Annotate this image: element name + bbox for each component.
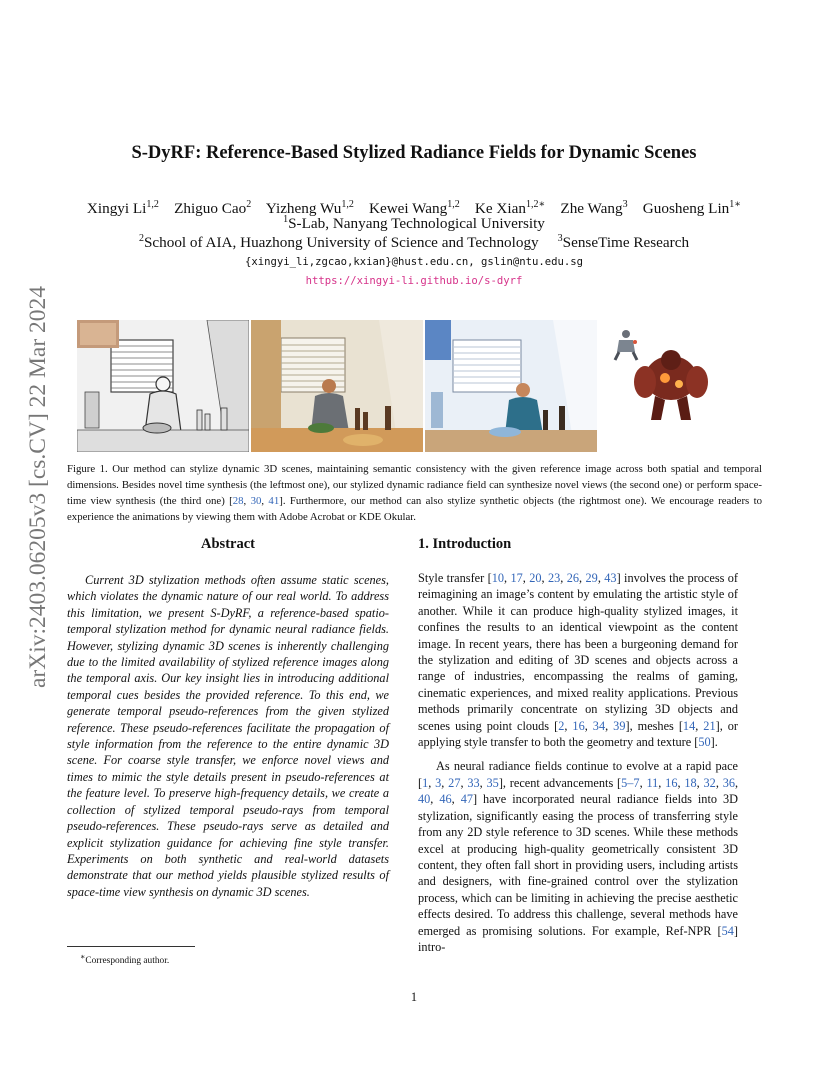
text-run: ] have incorporated neural radiance fields into 3D stylization, significantly easing the process of transferring style from any 2D style reference to 3D scenes. While these methods excel at producing high-quality geometrically consistent 3D content, they often fall short in providing users, including artists and designers, with fine-grained control over the stylization process, which can be limiting in achieving the precise aesthetic effects desired. To address this challenge, several methods have emerged as promising solutions. For example, Ref-NPR [ <box>418 792 739 938</box>
footnote-marker: ∗ <box>80 952 86 961</box>
footnote <box>80 952 169 966</box>
affiliation-text: S-Lab, Nanyang Technological University <box>288 215 545 233</box>
citation-link[interactable]: 32 <box>703 775 716 790</box>
citation-link[interactable]: 50 <box>698 735 711 750</box>
text-run: ] involves the process of reimagining an image’s content by emulating the artistic style of another. While it can produce high-quality stylized images, it confines the results to an identical viewpoint as the content image. In recent years, there has been a burgeoning demand for the stylization and editing of 3D scenes and objects across a range of industries, encompassing the realms of gaming, cinematic experiences, and mixed reality applications. Previous methods primarily concentrate on stylizing 3D objects and scenes using point clouds [ <box>418 571 739 733</box>
paper-title: S-DyRF: Reference-Based Stylized Radiance Fields for Dynamic Scenes <box>131 143 697 163</box>
author-sup: 1,2 <box>341 199 354 210</box>
citation-link[interactable]: 11 <box>646 775 659 790</box>
figure-panel-cool <box>425 320 597 452</box>
affiliation-text: SenseTime Research <box>562 234 690 252</box>
text-run: Style transfer [ <box>418 571 492 585</box>
citation-link[interactable]: 3 <box>435 775 442 790</box>
author-name: Zhiguo Cao <box>174 200 247 218</box>
affiliation-text: School of AIA, Huazhong University of Science and Technology <box>143 234 539 252</box>
author-name: Kewei Wang <box>369 200 448 218</box>
caption-text: Our method can stylize dynamic 3D scenes, maintaining semantic consistency with the given reference image across both spatial and temporal dimensions. Besides novel time synthesis (the leftmost one), our stylized dynamic radiance field can synthesize novel views (the second one) or perform space-time view synthesis (the third one) [ <box>67 463 762 507</box>
citation-link[interactable]: 16 <box>572 718 585 733</box>
teaser-figure <box>77 320 752 452</box>
arxiv-stamp <box>17 285 57 690</box>
text-run: As neural radiance fields continue to evolve at a rapid pace [ <box>418 759 738 790</box>
citation-link[interactable]: 30 <box>250 495 262 507</box>
citation-link[interactable]: 20 <box>529 571 542 585</box>
text-run: ] intro- <box>418 923 738 954</box>
caption-label: Figure 1. <box>67 463 108 475</box>
citation-link[interactable]: 54 <box>721 923 734 938</box>
citation-link[interactable]: 21 <box>703 718 716 733</box>
affiliation-2 <box>0 233 828 252</box>
affiliation-sup: 2 <box>138 233 144 244</box>
citation-link[interactable]: 10 <box>491 571 504 585</box>
citation-link[interactable]: 40 <box>418 792 431 807</box>
citation-link[interactable]: 47 <box>460 792 473 807</box>
author-sup: 1∗ <box>729 199 742 210</box>
abstract-text: Current 3D stylization methods often assume static scenes, which violates the dynamic nature of our real world. To address this limitation, we present S-DyRF, a reference-based spatio-temporal stylization method for dynamic neural radiance fields. However, stylizing dynamic 3D scenes is inherently challenging due to the limited availability of stylized reference images along the temporal axis. Our key insight lies in introducing additional temporal cues besides the provided reference. To this end, we generate temporal pseudo-references from the given stylized reference. These pseudo-references facilitate the propagation of style information from the reference to the entire dynamic 3D scene. For coarse style transfer, we enforce novel views and times to mimic the style details present in pseudo-references at the feature level. To preserve high-frequency details, we create a collection of stylized temporal pseudo-rays from temporal pseudo-references. These pseudo-rays serve as detailed and explicit stylization guidance for achieving fine style transfer. Experiments on both synthetic and real-world datasets demonstrate that our method yields plausible stylized results of space-time view synthesis on dynamic 3D scenes. <box>67 573 389 899</box>
citation-link[interactable]: 23 <box>547 571 561 585</box>
affiliation-1 <box>0 214 828 233</box>
page-number: 1 <box>410 990 418 1004</box>
citation-link[interactable]: 14 <box>682 718 696 733</box>
author-name: Guosheng Lin <box>642 200 730 218</box>
text-run: ]. <box>710 735 718 750</box>
citation-link[interactable]: 29 <box>585 571 598 585</box>
citation-link[interactable]: 2 <box>558 718 565 733</box>
author-name: Ke Xian <box>474 200 526 218</box>
footnote-text: Corresponding author. <box>85 956 170 967</box>
citation-link[interactable]: 34 <box>592 718 606 733</box>
text-run: ], recent advancements [ <box>498 775 622 790</box>
author-sup: 1,2 <box>146 199 159 210</box>
citation-link[interactable]: 18 <box>684 775 697 790</box>
author-sup: 1,2 <box>447 199 460 210</box>
introduction-heading: 1. Introduction <box>418 536 512 552</box>
intro-paragraph: As neural radiance fields continue to evolve at a rapid pace [1, 3, 27, 33, 35], recent advancements [5–7, 11, 16, 18, 32, 36, 40, 46, 47] have incorporated neural radiance fields into 3D stylization, significantly easing the process of transferring style from any 2D style reference to 3D scenes. While these methods excel at producing high-quality geometrically consistent 3D content, they often fall short in providing users, including artists and designers, with fine-grained control over the stylization process, which can be limiting in achieving the precise aesthetic effects desired. To address this challenge, several methods have emerged as promising solutions. For example, Ref-NPR [54] intro- <box>418 759 739 954</box>
citation-link[interactable]: 33 <box>467 775 480 790</box>
citation-link[interactable]: 26 <box>566 571 580 585</box>
citation-link[interactable]: 27 <box>448 775 461 790</box>
citation-link[interactable]: 41 <box>268 495 280 507</box>
text-run: ], meshes [ <box>625 718 683 733</box>
citation-link[interactable]: 46 <box>439 792 452 807</box>
citation-link[interactable]: 16 <box>665 775 678 790</box>
affiliation-sup: 3 <box>557 233 563 244</box>
affiliation-sup: 1 <box>283 214 289 225</box>
intro-paragraph: Style transfer [10, 17, 20, 23, 26, 29, 43] involves the process of reimagining an image’s content by emulating the artistic style of another. While it can produce high-quality stylized images, it confines the results to an identical viewpoint as the content image. In recent years, there has been a burgeoning demand for the stylization and editing of 3D scenes and objects across a range of industries, encompassing the realms of gaming, cinematic experiences, and mixed reality applications. Previous methods primarily concentrate on stylizing 3D objects and scenes using point clouds [2, 16, 34, 39], meshes [14, 21], or applying style transfer to both the geometry and texture [50]. <box>418 571 739 750</box>
citation-link[interactable]: 17 <box>510 571 523 585</box>
author-sup: 2 <box>246 199 252 210</box>
author-sup: 3 <box>622 199 628 210</box>
arxiv-stamp-text: arXiv:2403.06205v3 [cs.CV] 22 Mar 2024 <box>25 285 51 688</box>
abstract-heading: Abstract <box>201 536 255 552</box>
caption-text: ]. Furthermore, our method can also stylize synthetic objects (the rightmost one). We encourage readers to experience the animations by viewing them with Adobe Acrobat or KDE Okular. <box>67 495 762 523</box>
author-sup: 1,2∗ <box>525 199 546 210</box>
citation-link[interactable]: 5–7 <box>621 775 640 790</box>
author-emails: {xingyi_li,zgcao,kxian}@hust.edu.cn, gslin@ntu.edu.sg <box>244 256 584 268</box>
figure-panel-warm <box>251 320 423 452</box>
introduction-body <box>418 570 738 963</box>
citation-link[interactable]: 1 <box>422 775 429 790</box>
citation-link[interactable]: 28 <box>232 495 244 507</box>
citation-link[interactable]: 35 <box>486 775 499 790</box>
figure-panel-sketch <box>77 320 249 452</box>
project-link[interactable]: https://xingyi-li.github.io/s-dyrf <box>305 275 523 287</box>
figure-caption: Figure 1. Our method can stylize dynamic 3D scenes, maintaining semantic consistency with the given reference image across both spatial and temporal dimensions. Besides novel time synthesis (the leftmost one), our stylized dynamic radiance field can synthesize novel views (the second one) or perform space-time view synthesis (the third one) [28, 30, 41]. Furthermore, our method can also stylize synthetic objects (the rightmost one). We encourage readers to experience the animations by viewing them with Adobe Acrobat or KDE Okular. <box>67 463 762 523</box>
figure-panel-synthetic <box>599 320 752 452</box>
author-name: Yizheng Wu <box>265 200 342 218</box>
author-name: Zhe Wang <box>560 200 623 218</box>
citation-link[interactable]: 39 <box>613 718 626 733</box>
citation-link[interactable]: 43 <box>604 571 617 585</box>
text-run: ], or applying style transfer to both the geometry and texture [ <box>418 718 738 750</box>
citation-link[interactable]: 36 <box>722 775 735 790</box>
footnote-rule <box>67 946 195 947</box>
author-name: Xingyi Li <box>86 200 147 218</box>
